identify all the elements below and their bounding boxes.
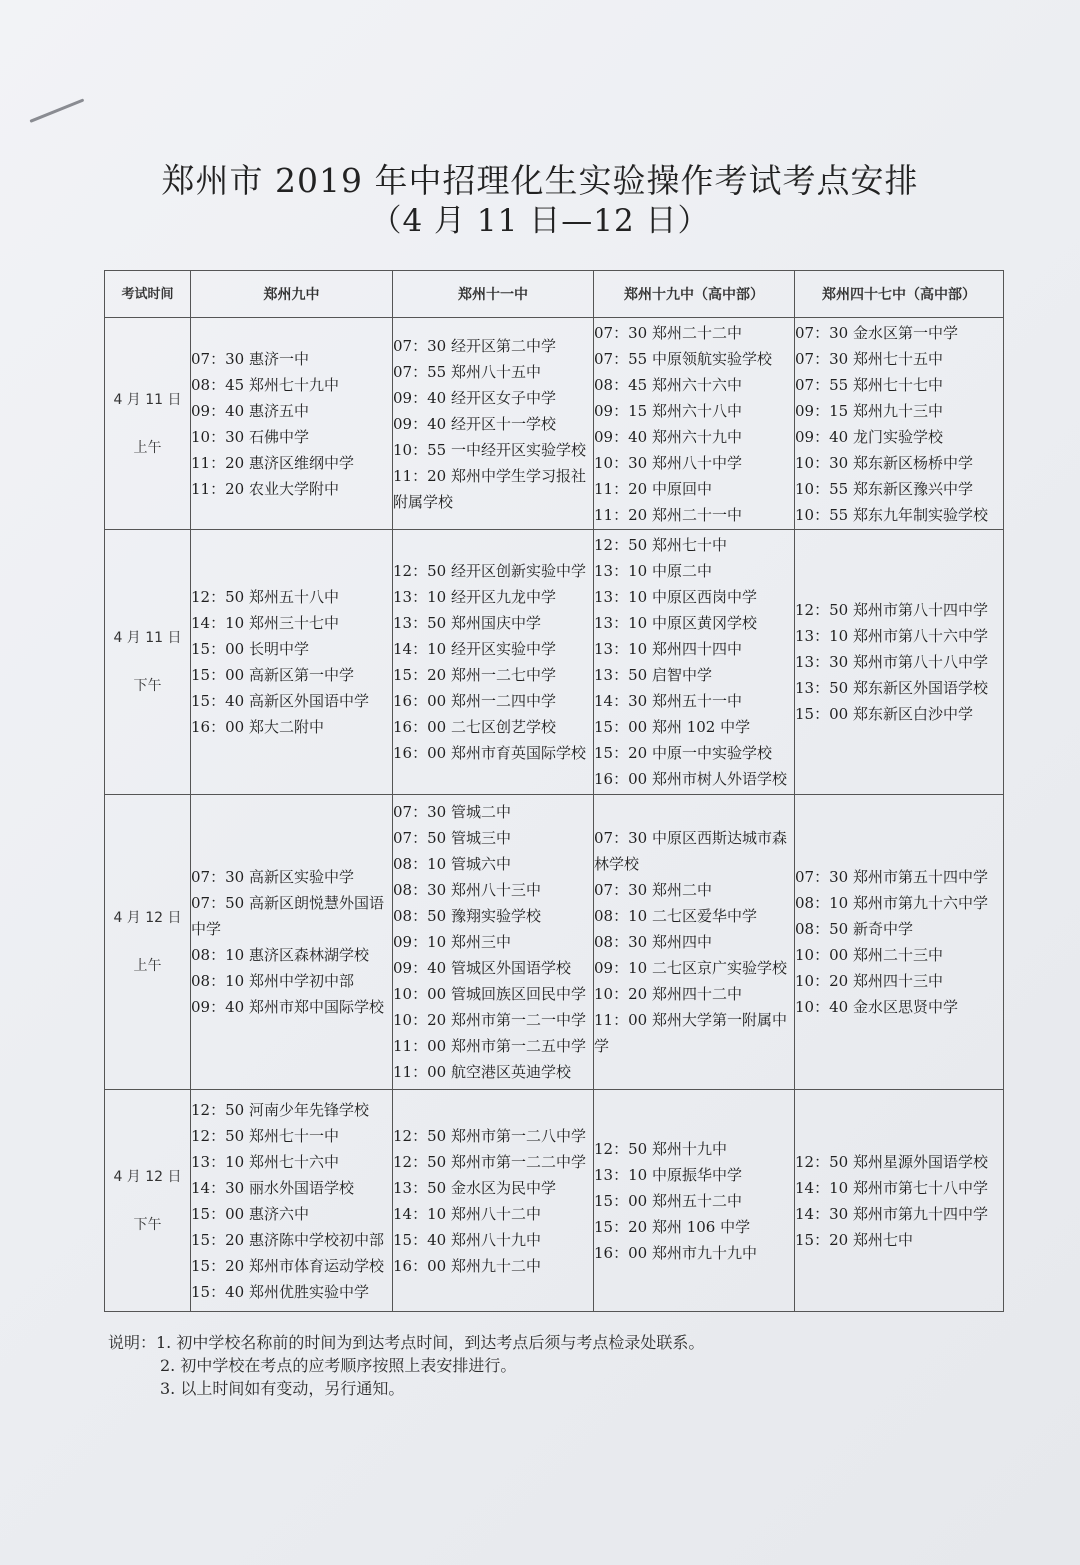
session-date: 4 月 12 日 (113, 1168, 182, 1185)
school-entry: 15：20 郑州市体育运动学校 (191, 1256, 384, 1275)
school-entry: 08：30 郑州四中 (594, 933, 712, 951)
school-entry: 07：50 高新区朗悦慧外国语中学 (191, 894, 384, 938)
school-entry: 08：10 二七区爱华中学 (594, 907, 757, 925)
school-entry: 09：40 惠济五中 (191, 401, 309, 420)
school-entry: 14：10 郑州市第七十八中学 (795, 1178, 988, 1197)
school-entry: 15：20 惠济陈中学校初中部 (191, 1230, 384, 1249)
header-venue: 郑州十一中 (393, 271, 594, 318)
header-venue: 郑州十九中（高中部） (594, 271, 795, 318)
venue-schedule-cell (191, 795, 393, 1090)
school-entry: 16：00 郑州一二四中学 (393, 692, 556, 710)
school-entry: 13：10 郑州七十六中 (191, 1152, 339, 1171)
school-entry: 15：20 郑州一二七中学 (393, 666, 556, 684)
school-entry: 09：40 经开区女子中学 (393, 388, 556, 407)
school-entry: 13：10 中原振华中学 (594, 1165, 742, 1184)
session-time-cell (105, 530, 191, 795)
school-entry: 09：40 管城区外国语学校 (393, 959, 571, 977)
table-header-row (105, 271, 1004, 318)
school-entry: 13：50 启智中学 (594, 666, 712, 684)
school-entry: 07：30 中原区西斯达城市森林学校 (594, 829, 787, 873)
session-time-cell (105, 318, 191, 530)
school-entry: 07：30 郑州七十五中 (795, 349, 943, 368)
school-entry: 15：00 郑州 102 中学 (594, 718, 751, 736)
school-entry: 13：10 中原区西岗中学 (594, 588, 757, 606)
school-entry: 12：50 郑州星源外国语学校 (795, 1152, 988, 1171)
school-entry: 15：20 郑州七中 (795, 1230, 913, 1249)
school-entry: 13：10 郑州四十四中 (594, 640, 742, 658)
school-entry: 15：20 郑州 106 中学 (594, 1217, 751, 1236)
session-time-cell (105, 795, 191, 1090)
school-entry: 15：40 高新区外国语中学 (191, 692, 369, 710)
school-entry: 11：20 郑州二十一中 (594, 505, 742, 524)
session-row (105, 530, 1004, 795)
session-date: 4 月 11 日 (113, 630, 182, 646)
school-entry: 08：45 郑州七十九中 (191, 375, 339, 394)
school-entry: 13：10 中原二中 (594, 562, 712, 580)
school-entry: 11：00 航空港区英迪学校 (393, 1063, 571, 1081)
school-entry: 12：50 郑州市第八十四中学 (795, 601, 988, 619)
note-line: 2. 初中学校在考点的应考顺序按照上表安排进行。 (160, 1356, 517, 1375)
school-entry: 07：30 郑州二十二中 (594, 323, 742, 342)
school-entry: 07：30 郑州市第五十四中学 (795, 868, 988, 886)
school-entry: 12：50 郑州十九中 (594, 1139, 727, 1158)
venue-schedule-cell (191, 318, 393, 530)
session-row (105, 318, 1004, 530)
school-entry: 15：20 中原一中实验学校 (594, 744, 772, 762)
school-entry: 09：40 龙门实验学校 (795, 427, 943, 446)
school-entry: 08：10 郑州市第九十六中学 (795, 894, 988, 912)
venue-schedule-cell (795, 1090, 1004, 1312)
school-entry: 13：10 中原区黄冈学校 (594, 614, 757, 632)
school-entry: 08：10 管城六中 (393, 855, 511, 873)
session-period: 下午 (133, 1216, 162, 1233)
venue-schedule-cell (795, 530, 1004, 795)
school-entry: 12：50 河南少年先锋学校 (191, 1100, 369, 1119)
venue-schedule-cell (594, 795, 795, 1090)
session-date: 4 月 12 日 (113, 910, 182, 926)
venue-schedule-cell (594, 530, 795, 795)
header-venue: 郑州四十七中（高中部） (795, 271, 1004, 318)
session-period: 上午 (133, 958, 162, 974)
school-entry: 12：50 郑州五十八中 (191, 588, 339, 606)
school-entry: 14：30 丽水外国语学校 (191, 1178, 354, 1197)
school-entry: 12：50 经开区创新实验中学 (393, 562, 586, 580)
note-line: 说明：1. 初中学校名称前的时间为到达考点时间，到达考点后须与考点检录处联系。 (108, 1333, 705, 1352)
document-title: 郑州市 2019 年中招理化生实验操作考试考点安排 (161, 161, 919, 200)
school-entry: 13：30 郑州市第八十八中学 (795, 653, 988, 671)
session-date: 4 月 11 日 (113, 391, 182, 408)
school-entry: 11：20 农业大学附中 (191, 479, 339, 498)
school-entry: 07：30 高新区实验中学 (191, 868, 354, 886)
school-entry: 09：40 郑州市郑中国际学校 (191, 998, 384, 1016)
school-entry: 13：10 经开区九龙中学 (393, 588, 556, 606)
school-entry: 16：00 二七区创艺学校 (393, 718, 556, 736)
school-entry: 13：50 郑州国庆中学 (393, 614, 541, 632)
school-entry: 10：30 郑州八十中学 (594, 453, 742, 472)
school-entry: 14：10 经开区实验中学 (393, 640, 556, 658)
school-entry: 10：30 郑东新区杨桥中学 (795, 453, 973, 472)
school-entry: 15：00 惠济六中 (191, 1204, 309, 1223)
school-entry: 15：40 郑州优胜实验中学 (191, 1282, 369, 1301)
venue-schedule-cell (594, 1090, 795, 1312)
venue-schedule-cell (795, 318, 1004, 530)
school-entry: 11：20 惠济区维纲中学 (191, 453, 354, 472)
school-entry: 16：00 郑大二附中 (191, 718, 324, 736)
school-entry: 16：00 郑州市树人外语学校 (594, 770, 787, 788)
venue-schedule-cell (795, 795, 1004, 1090)
school-entry: 08：45 郑州六十六中 (594, 375, 742, 394)
school-entry: 13：50 金水区为民中学 (393, 1178, 556, 1197)
school-entry: 14：10 郑州三十七中 (191, 614, 339, 632)
header-exam-time: 考试时间 (105, 271, 191, 318)
school-entry: 08：10 郑州中学初中部 (191, 972, 354, 990)
school-entry: 10：55 一中经开区实验学校 (393, 440, 586, 459)
school-entry: 10：40 金水区思贤中学 (795, 998, 958, 1016)
school-entry: 16：00 郑州九十二中 (393, 1256, 541, 1275)
school-entry: 09：15 郑州六十八中 (594, 401, 742, 420)
session-row (105, 795, 1004, 1090)
school-entry: 10：00 管城回族区回民中学 (393, 985, 586, 1003)
school-entry: 10：55 郑东九年制实验学校 (795, 505, 988, 524)
school-entry: 07：30 经开区第二中学 (393, 336, 556, 355)
document-subtitle-dates: （4 月 11 日—12 日） (370, 203, 710, 239)
school-entry: 14：30 郑州市第九十四中学 (795, 1204, 988, 1223)
school-entry: 11：20 中原回中 (594, 479, 712, 498)
school-entry: 08：50 豫翔实验学校 (393, 907, 541, 925)
school-entry: 09：40 经开区十一学校 (393, 414, 556, 433)
school-entry: 12：50 郑州七十一中 (191, 1126, 339, 1145)
school-entry: 15：00 郑州五十二中 (594, 1191, 742, 1210)
venue-schedule-cell (191, 530, 393, 795)
school-entry: 07：30 郑州二中 (594, 881, 712, 899)
school-entry: 15：00 高新区第一中学 (191, 666, 354, 684)
school-entry: 14：10 郑州八十二中 (393, 1204, 541, 1223)
school-entry: 09：10 郑州三中 (393, 933, 511, 951)
school-entry: 10：20 郑州四十三中 (795, 972, 943, 990)
venue-schedule-cell (393, 1090, 594, 1312)
school-entry: 07：50 管城三中 (393, 829, 511, 847)
school-entry: 11：20 郑州中学生学习报社附属学校 (393, 466, 586, 511)
school-entry: 13：10 郑州市第八十六中学 (795, 627, 988, 645)
school-entry: 13：50 郑东新区外国语学校 (795, 679, 988, 697)
exam-schedule-table (104, 270, 1004, 1312)
school-entry: 10：20 郑州市第一二一中学 (393, 1011, 586, 1029)
school-entry: 07：30 管城二中 (393, 803, 511, 821)
school-entry: 15：00 长明中学 (191, 640, 309, 658)
school-entry: 07：30 惠济一中 (191, 349, 309, 368)
venue-schedule-cell (393, 318, 594, 530)
school-entry: 09：40 郑州六十九中 (594, 427, 742, 446)
school-entry: 08：50 新奇中学 (795, 920, 913, 938)
school-entry: 16：00 郑州市九十九中 (594, 1243, 757, 1262)
school-entry: 12：50 郑州市第一二二中学 (393, 1152, 586, 1171)
session-time-cell (105, 1090, 191, 1312)
school-entry: 16：00 郑州市育英国际学校 (393, 744, 586, 762)
venue-schedule-cell (393, 530, 594, 795)
venue-schedule-cell (393, 795, 594, 1090)
session-period: 上午 (133, 439, 162, 456)
venue-schedule-cell (594, 318, 795, 530)
header-venue: 郑州九中 (191, 271, 393, 318)
school-entry: 07：55 郑州八十五中 (393, 362, 541, 381)
school-entry: 11：00 郑州市第一二五中学 (393, 1037, 586, 1055)
school-entry: 15：00 郑东新区白沙中学 (795, 705, 973, 723)
venue-schedule-cell (191, 1090, 393, 1312)
school-entry: 07：55 中原领航实验学校 (594, 349, 772, 368)
school-entry: 12：50 郑州市第一二八中学 (393, 1126, 586, 1145)
school-entry: 11：00 郑州大学第一附属中学 (594, 1011, 787, 1055)
school-entry: 12：50 郑州七十中 (594, 536, 727, 554)
school-entry: 07：30 金水区第一中学 (795, 323, 958, 342)
notes (108, 1331, 704, 1400)
school-entry: 09：10 二七区京广实验学校 (594, 959, 787, 977)
school-entry: 10：55 郑东新区豫兴中学 (795, 479, 973, 498)
session-row (105, 1090, 1004, 1312)
school-entry: 10：20 郑州四十二中 (594, 985, 742, 1003)
school-entry: 08：10 惠济区森林湖学校 (191, 946, 369, 964)
session-period: 下午 (133, 678, 162, 694)
school-entry: 10：30 石佛中学 (191, 427, 309, 446)
school-entry: 09：15 郑州九十三中 (795, 401, 943, 420)
school-entry: 08：30 郑州八十三中 (393, 881, 541, 899)
school-entry: 14：30 郑州五十一中 (594, 692, 742, 710)
school-entry: 15：40 郑州八十九中 (393, 1230, 541, 1249)
note-line: 3. 以上时间如有变动，另行通知。 (160, 1379, 405, 1398)
pen-mark (29, 98, 84, 123)
school-entry: 10：00 郑州二十三中 (795, 946, 943, 964)
school-entry: 07：55 郑州七十七中 (795, 375, 943, 394)
